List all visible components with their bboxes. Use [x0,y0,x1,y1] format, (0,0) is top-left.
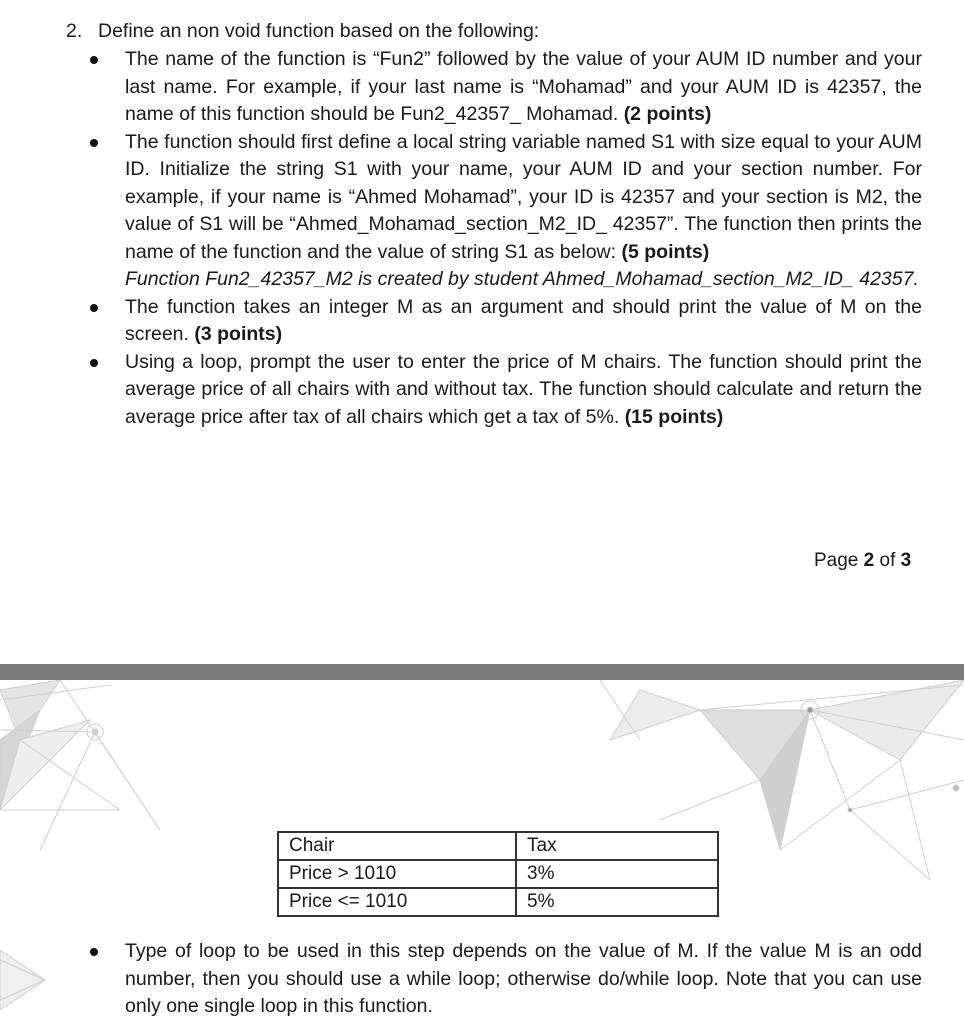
page-separator [0,664,964,680]
requirements-list [86,46,922,431]
table-row [278,888,718,916]
list-item [86,349,922,432]
bullet-text: Using a loop, prompt the user to enter the price of M chairs. The function should print the average price of all chairs with and without tax. The function should calculate and return the average price after tax of all chairs which get a tax of 5%. [125,350,922,428]
bullet-points: (2 points) [623,103,712,125]
question-number: 2. [66,20,83,42]
page-mid: of [874,550,901,571]
bullet-points: (3 points) [194,323,283,345]
bullet-points: (5 points) [621,240,710,263]
bullet-icon [90,56,98,64]
output-example: Function Fun2_42357_M2 is created by student Ahmed_Mohamad_section_M2_ID_ 42357. [125,268,919,290]
table-cell: 3% [516,860,718,888]
bullet-icon [90,359,98,367]
table-row [278,860,718,888]
page-prefix: Page [814,550,864,571]
page-3 [0,680,964,1024]
table-header-cell: Chair [278,832,516,860]
table-cell: Price > 1010 [278,860,516,888]
list-item [86,129,922,294]
question-heading-text: Define an non void function based on the following: [98,20,540,42]
bullet-icon [90,948,98,956]
page-current: 2 [863,550,875,571]
bullet-text: The function takes an integer M as an argument and should print the value of M on the screen. [125,295,922,345]
bullet-text: The name of the function is “Fun2” followed by the value of your AUM ID number and your last name. For example, if your last name is “Mohamad” and your AUM ID is 42357, the name of this function should be Fun2_42357_ Mohamad. [125,48,922,125]
question-heading [66,18,539,46]
page-number [814,550,911,572]
table-cell: Price <= 1010 [278,888,516,916]
bullet-points: (15 points) [624,405,724,428]
table-header-row [278,832,718,860]
tax-table [277,831,719,917]
bullet-text: Type of loop to be used in this step depends on the value of M. If the value M is an odd number, then you should use a while loop; otherwise do/while loop. Note that you can use only one single loop in this function. [125,940,922,1017]
bullet-icon [90,304,98,312]
list-item [86,294,922,349]
loop-requirements-list [86,938,922,1021]
list-item [86,938,922,1021]
page-total: 3 [900,550,912,571]
bullet-icon [90,139,98,147]
bullet-text: The function should first define a local string variable named S1 with size equal to your AUM ID. Initialize the string S1 with your name, your AUM ID and your section number. For example, if your name is “Ahmed Mohamad”, your ID is 42357 and your section is M2, the value of S1 will be “Ahmed_Mohamad_section_M2_ID_ 42357”. The function then prints the name of the function and the value of string S1 as below: [125,130,922,263]
table-header-cell: Tax [516,832,718,860]
table-cell: 5% [516,888,718,916]
list-item [86,46,922,129]
